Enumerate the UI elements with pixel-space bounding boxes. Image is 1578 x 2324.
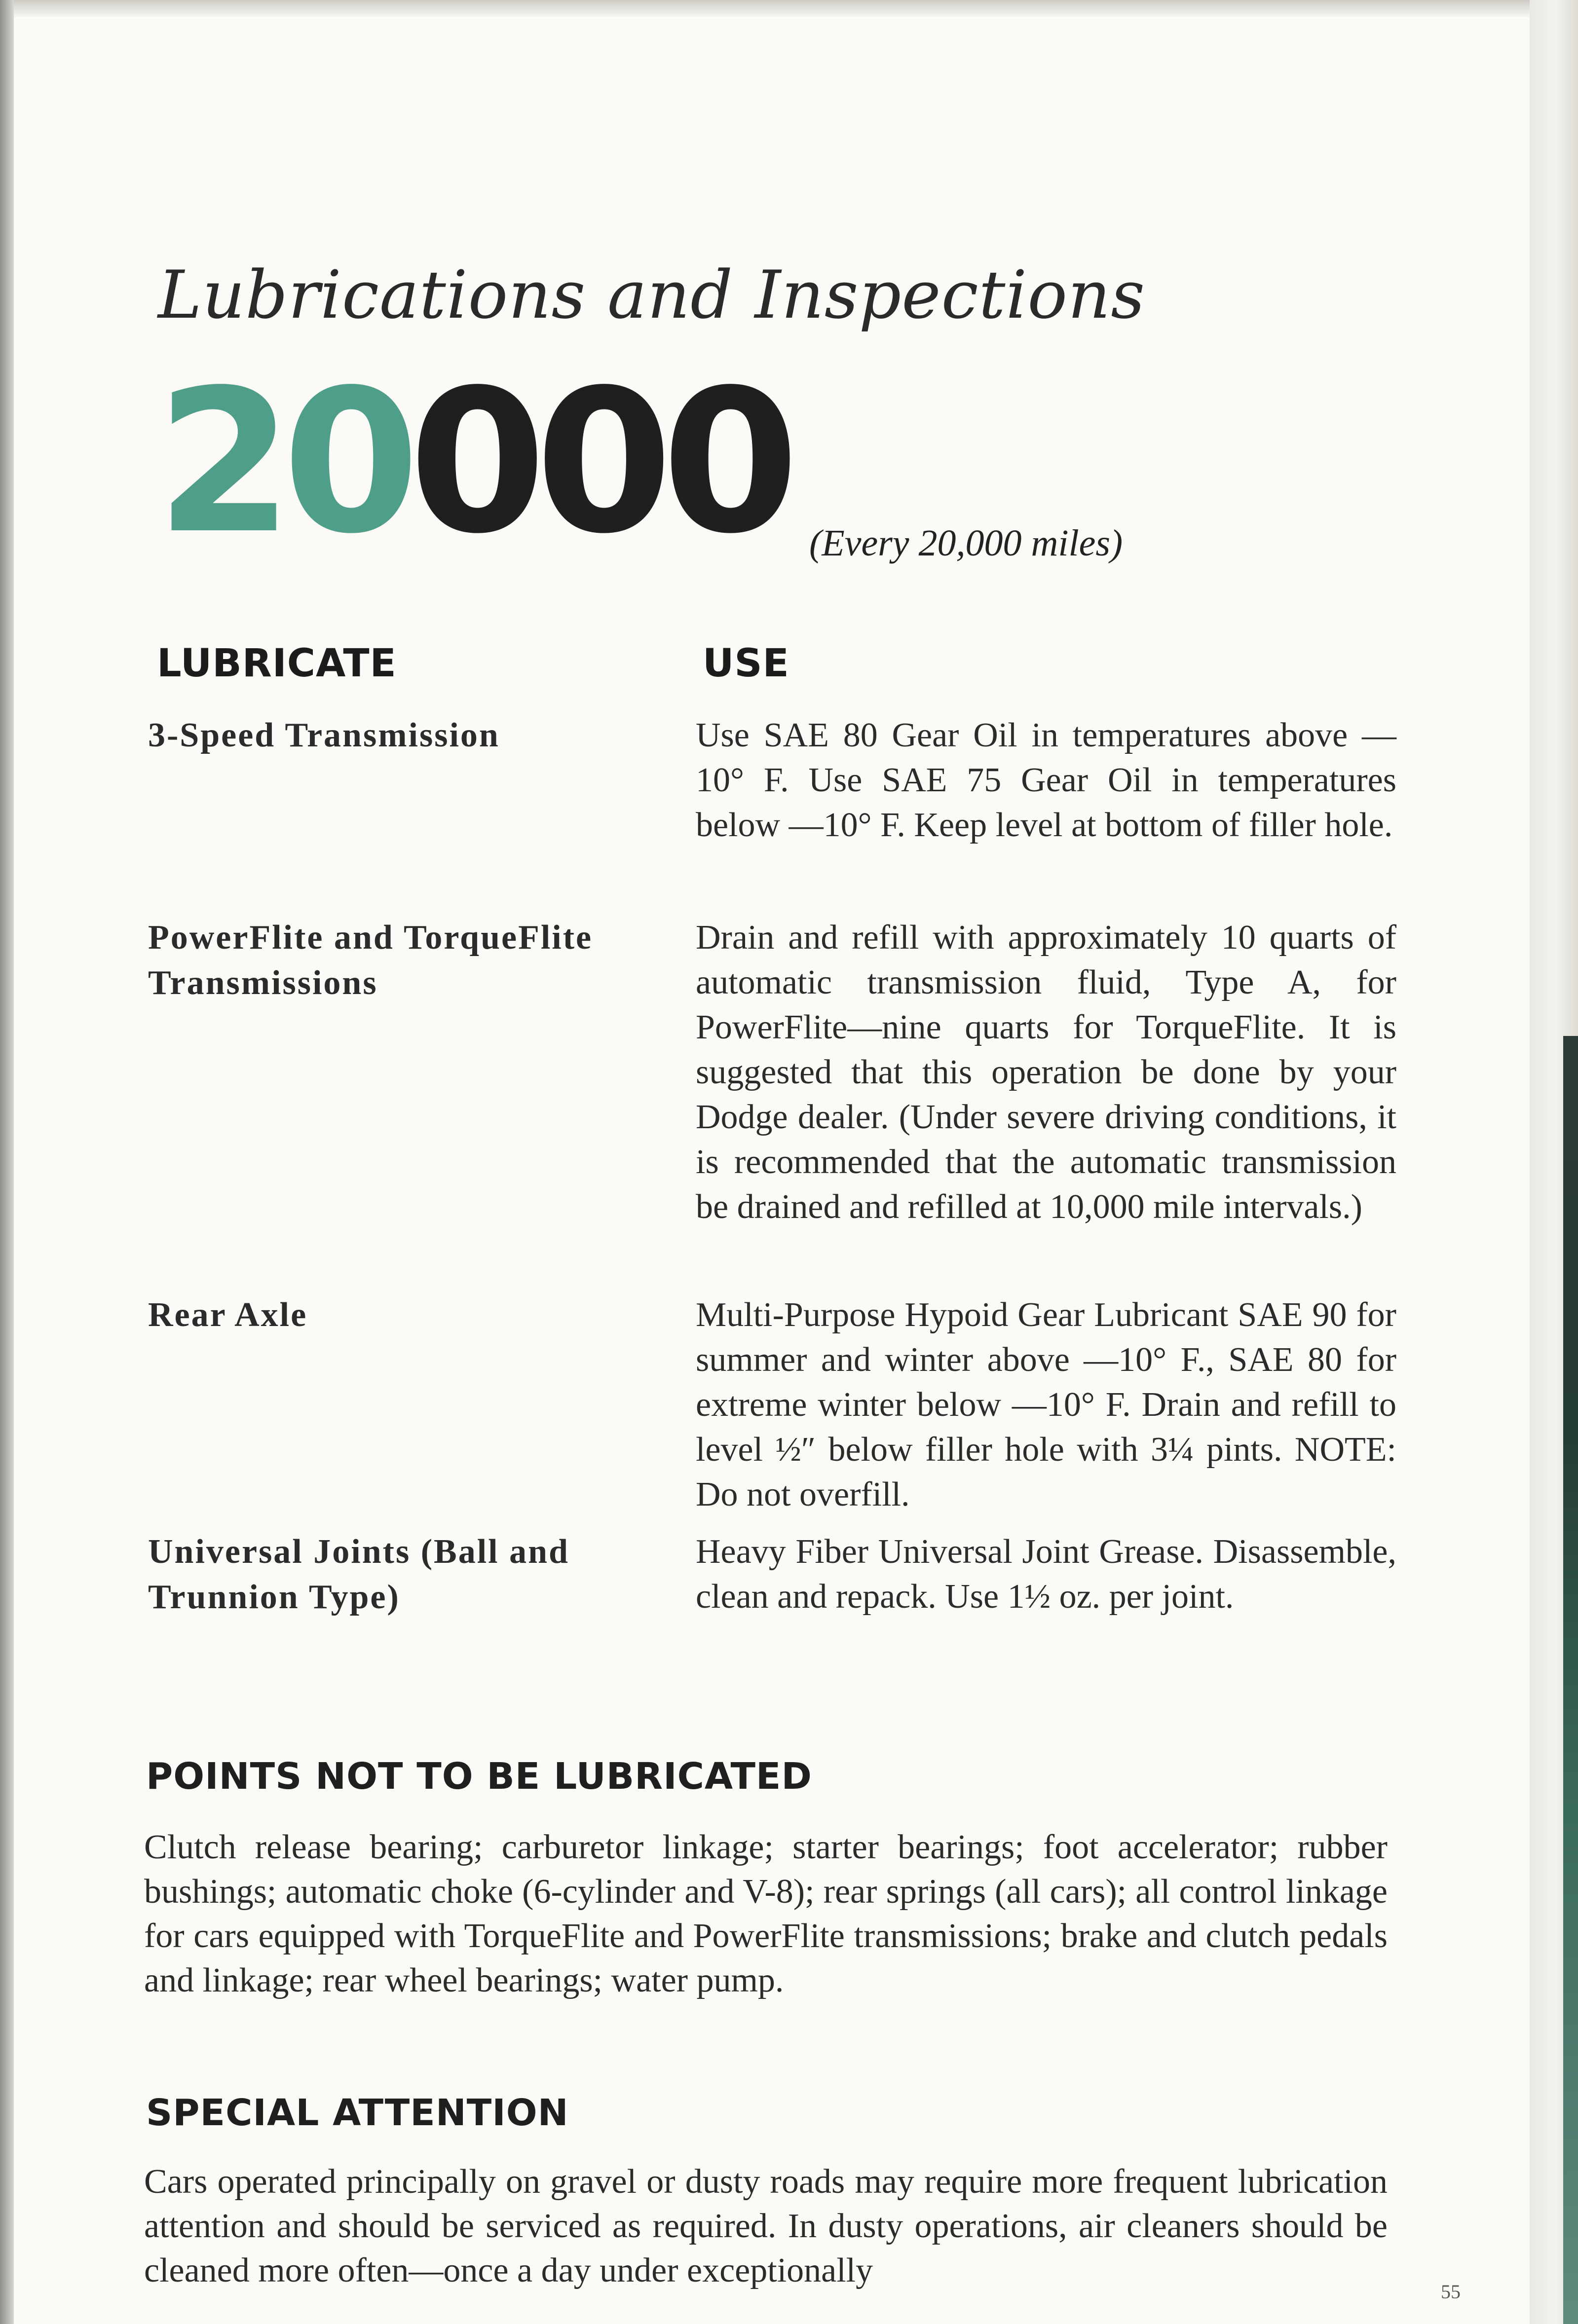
- item-text-3-speed-transmission: Use SAE 80 Gear Oil in temperatures above —10° F. Use SAE 75 Gear Oil in temperatures below —10° F. Keep level at bottom of filler hole.: [696, 716, 1396, 844]
- page-top-edge: [0, 0, 1578, 17]
- item-label-automatic-transmissions: PowerFlite and TorqueFlite Transmissions: [148, 919, 593, 1002]
- item-label-rear-axle: Rear Axle: [148, 1296, 308, 1334]
- item-text-automatic-transmissions: Drain and refill with approximately 10 quarts of automatic transmission fluid, Type A, for PowerFlite—nine quarts for TorqueFlite. It is suggested that this operation be done by your Dodge dealer. (Under severe driving conditions, it is recommended that the automatic transmission be drained and refilled at 10,000 mile intervals.): [696, 919, 1396, 1226]
- section-text-special-attention: Cars operated principally on gravel or dusty roads may require more frequent lubrication attention and should be serviced as required. In dusty operations, air cleaners should be cleaned more often—once a day under exceptionally: [144, 2163, 1388, 2289]
- page-number: 55: [1441, 2281, 1461, 2303]
- mileage-number-teal: 20: [156, 348, 409, 577]
- page-left-edge: [0, 0, 14, 2324]
- mileage-number: [156, 348, 789, 577]
- section-text-points-not-lubricated: Clutch release bearing; carburetor linkage; starter bearings; foot accelerator; rubber bushings; automatic choke (6-cylinder and V-8); rear springs (all cars); all control linkage for cars equipped with TorqueFlite and PowerFlite transmissions; brake and clutch pedals and linkage; rear wheel bearings; water pump.: [144, 1828, 1388, 1999]
- page-cover-edge: [1563, 1036, 1578, 2324]
- mileage-number-dark: 000: [409, 348, 789, 577]
- column-header-lubricate: LUBRICATE: [157, 641, 397, 686]
- item-text-universal-joints: Heavy Fiber Universal Joint Grease. Disassemble, clean and repack. Use 1½ oz. per joint.: [696, 1533, 1396, 1616]
- page-title: Lubrications and Inspections: [158, 257, 1146, 333]
- item-label-universal-joints: Universal Joints (Ball and Trunnion Type): [148, 1533, 569, 1616]
- item-text-rear-axle: Multi-Purpose Hypoid Gear Lubricant SAE 90 for summer and winter above —10° F., SAE 80 for extreme winter below —10° F. Drain and refill to level ½″ below filler hole with 3¼ pints. NOTE: Do not overfill.: [696, 1296, 1396, 1513]
- column-header-use: USE: [703, 641, 789, 686]
- section-heading-special-attention: SPECIAL ATTENTION: [146, 2092, 569, 2134]
- item-label-3-speed-transmission: 3-Speed Transmission: [148, 716, 500, 754]
- section-heading-points-not-lubricated: POINTS NOT TO BE LUBRICATED: [146, 1755, 812, 1798]
- mileage-interval: (Every 20,000 miles): [809, 522, 1123, 564]
